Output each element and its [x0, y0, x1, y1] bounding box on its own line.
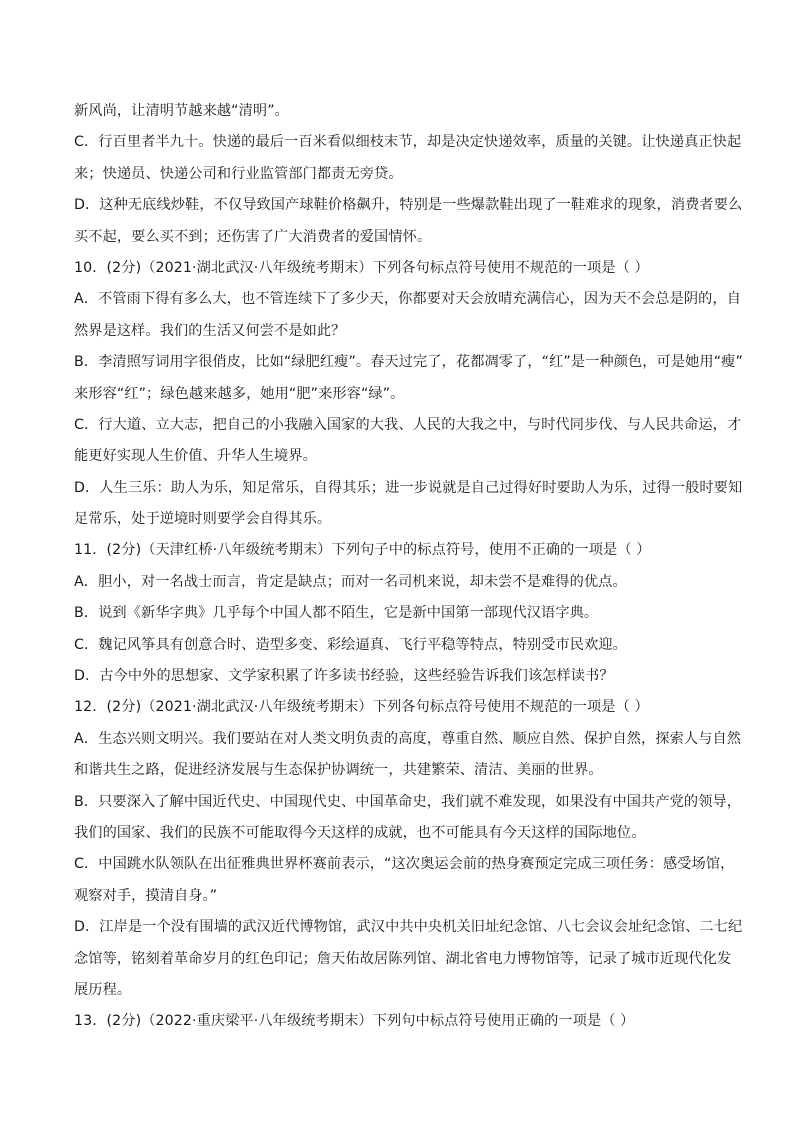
option-b-line: B．李清照写词用字很俏皮，比如“绿肥红瘦”。春天过完了，花都凋零了，“红”是一种颜色，可是她用“瘦” [74, 354, 743, 371]
question-10-stem: 10．(2分)（2021·湖北武汉·八年级统考期末）下列各句标点符号使用不规范的一项是（ ） [74, 259, 649, 276]
question-12-stem: 12．(2分)（2021·湖北武汉·八年级统考期末）下列各句标点符号使用不规范的一项是（ ） [74, 699, 649, 716]
text-line: 我们的国家、我们的民族不可能取得今天这样的成就，也不可能具有今天这样的国际地位。 [74, 824, 646, 841]
text-line: 新风尚，让清明节越来越“清明”。 [74, 103, 289, 119]
text-line: 足常乐，处于逆境时则要学会自得其乐。 [74, 511, 332, 528]
text-line: 和谐共生之路，促进经济发展与生态保护协调统一，共建繁荣、清洁、美丽的世界。 [74, 762, 603, 779]
option-a-line: A．胆小，对一名战士而言，肯定是缺点；而对一名司机来说，却未尝不是难得的优点。 [74, 573, 627, 590]
text-line: 观察对手，摸清自身。” [74, 887, 218, 904]
option-b-line: B．说到《新华字典》几乎每个中国人都不陌生，它是新中国第一部现代汉语字典。 [74, 605, 599, 622]
option-c-line: C．行百里者半九十。快递的最后一百米看似细枝末节，却是决定快递效率，质量的关键。让快递真正快起 [74, 134, 742, 151]
text-line: 能更好实现人生价值、升华人生境界。 [74, 448, 317, 465]
text-line: 念馆等，铭刻着革命岁月的红色印记；詹天佑故居陈列馆、湖北省电力博物馆等，记录了城市近现代化发 [74, 950, 732, 967]
option-d-line: D．这种无底线炒鞋，不仅导致国产球鞋价格飙升，特别是一些爆款鞋出现了一鞋难求的现象，消费者要么 [74, 197, 743, 214]
text-line: 买不起，要么买不到；还伤害了广大消费者的爱国情怀。 [74, 228, 432, 245]
option-b-line: B．只要深入了解中国近代史、中国现代史、中国革命史，我们就不难发现，如果没有中国共产党的领导， [74, 793, 742, 810]
text-line: 然界是这样。我们的生活又何尝不是如此？ [74, 322, 346, 339]
text-line: 来；快递员、快递公司和行业监管部门都责无旁贷。 [74, 165, 403, 182]
option-c-line: C．行大道、立大志，把自己的小我融入国家的大我、人民的大我之中，与时代同步伐、与人民共命运，才 [74, 416, 742, 433]
option-a-line: A．不管雨下得有多么大，也不管连续下了多少天，你都要对天会放晴充满信心，因为天不会总是阴的，自 [74, 291, 742, 308]
option-c-line: C．中国跳水队领队在出征雅典世界杯赛前表示，“这次奥运会前的热身赛预定完成三项任务：感受场馆， [74, 856, 735, 873]
text-line: 展历程。 [74, 981, 132, 998]
option-c-line: C．魏记风筝具有创意合时、造型多变、彩绘逼真、飞行平稳等特点，特别受市民欢迎。 [74, 636, 627, 653]
option-d-line: D．古今中外的思想家、文学家积累了许多读书经验，这些经验告诉我们该怎样读书？ [74, 668, 614, 685]
question-13-stem: 13．(2分)（2022·重庆梁平·八年级统考期末）下列句中标点符号使用正确的一项是（ ） [74, 1013, 635, 1030]
document-content [74, 96, 743, 1038]
option-d-line: D．江岸是一个没有围墙的武汉近代博物馆，武汉中共中央机关旧址纪念馆、八七会议会址纪念馆、二七纪 [74, 919, 743, 936]
question-11-stem: 11．(2分)（天津红桥·八年级统考期末）下列句子中的标点符号，使用不正确的一项是（ ） [74, 542, 651, 559]
option-d-line: D．人生三乐：助人为乐，知足常乐，自得其乐；进一步说就是自己过得好时要助人为乐，过得一般时要知 [74, 479, 743, 496]
option-a-line: A．生态兴则文明兴。我们要站在对人类文明负责的高度，尊重自然、顺应自然、保护自然，探索人与自然 [74, 730, 742, 747]
text-line: 来形容“红”；绿色越来越多，她用“肥”来形容“绿”。 [74, 385, 405, 402]
